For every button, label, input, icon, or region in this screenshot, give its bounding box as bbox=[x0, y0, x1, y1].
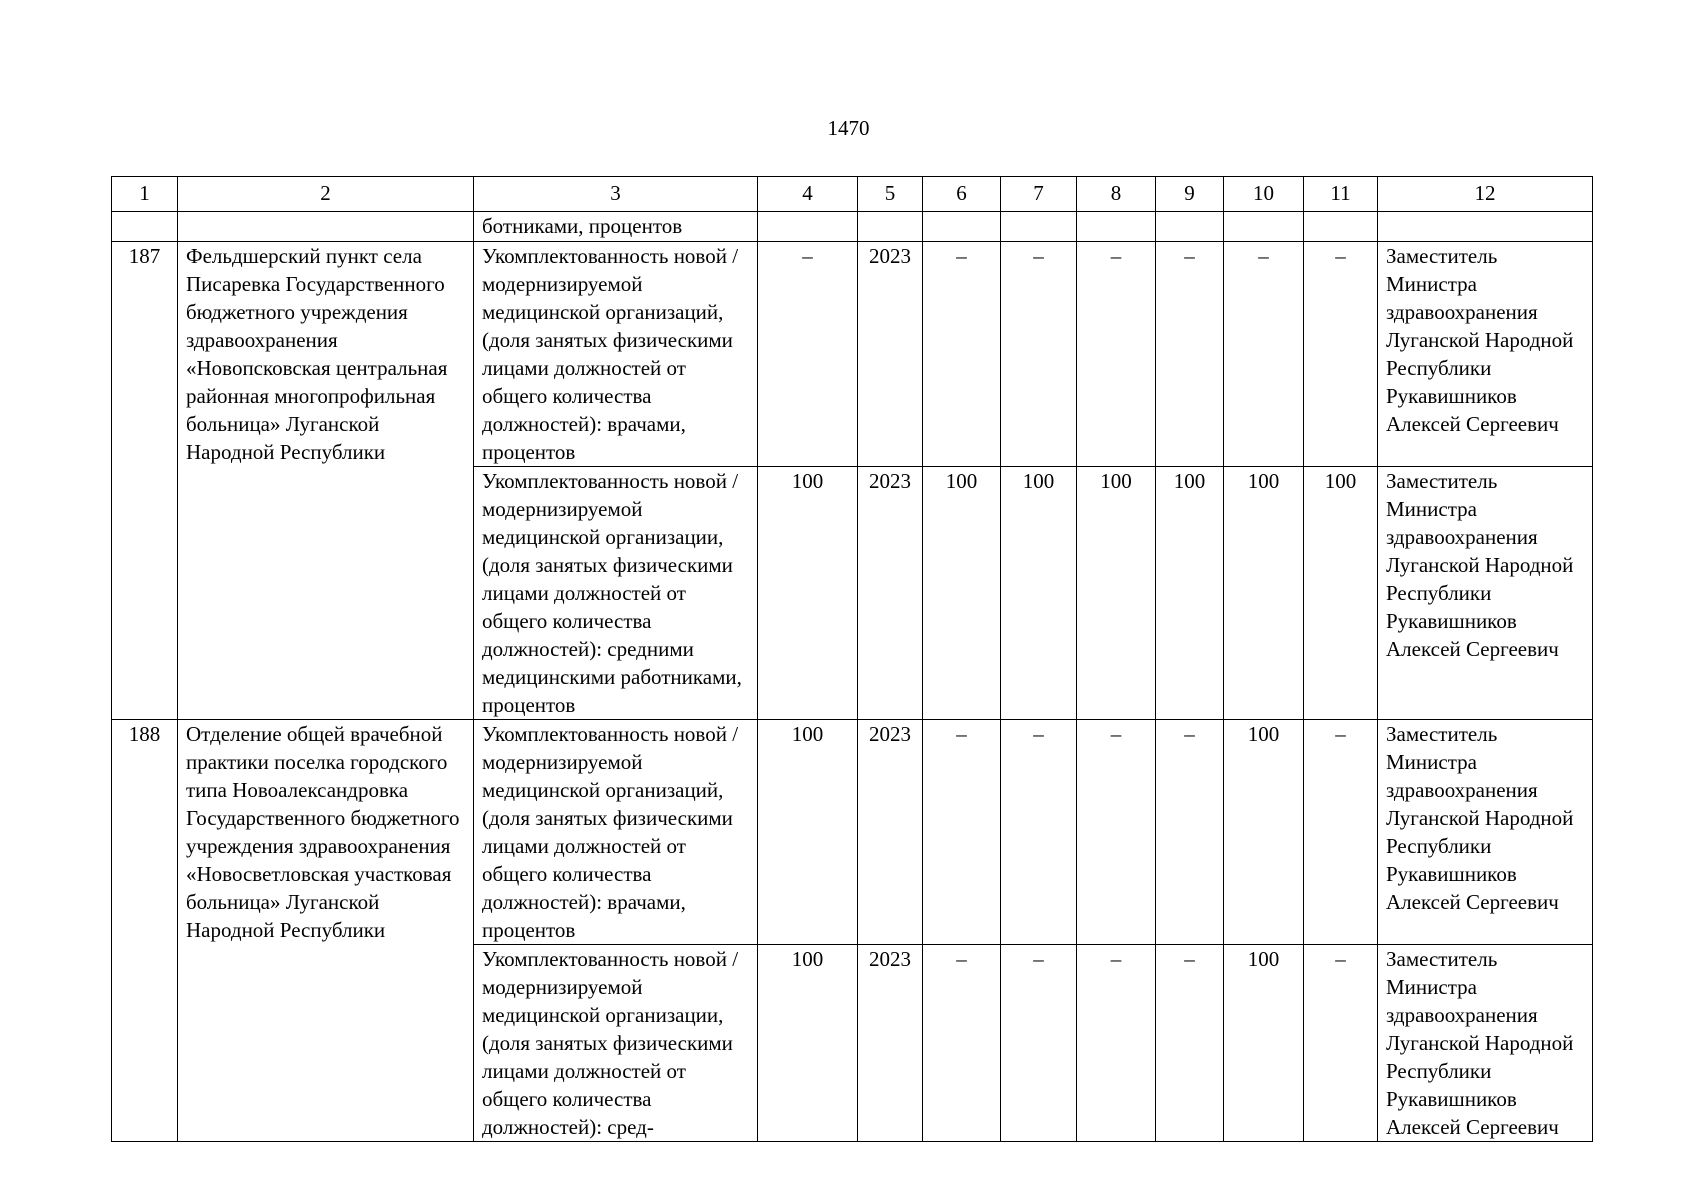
indicators-table bbox=[111, 176, 1593, 1142]
period-value: – bbox=[1077, 720, 1156, 945]
base-value: – bbox=[758, 242, 858, 467]
base-value: 100 bbox=[758, 467, 858, 720]
period-value: – bbox=[923, 945, 1001, 1142]
table-cell bbox=[1378, 212, 1593, 242]
table-cell bbox=[1224, 212, 1304, 242]
responsible-person: Заместитель Министра здравоохранения Луганской Народной Республики Рукавишников Алексей Сергеевич bbox=[1378, 242, 1593, 467]
column-header: 7 bbox=[1001, 177, 1077, 212]
period-value: – bbox=[1001, 720, 1077, 945]
table-cell bbox=[758, 212, 858, 242]
table-row bbox=[112, 242, 1593, 467]
period-value: – bbox=[1156, 242, 1224, 467]
period-value: – bbox=[923, 720, 1001, 945]
period-value: 100 bbox=[1001, 467, 1077, 720]
base-value: 100 bbox=[758, 945, 858, 1142]
base-year: 2023 bbox=[858, 945, 923, 1142]
period-value: 100 bbox=[1077, 467, 1156, 720]
indicator-text: Укомплектованность новой / модернизируемой медицинской организации, (доля занятых физическими лицами должностей от общего количества должностей): сред- bbox=[474, 945, 758, 1142]
organization-name: Фельдшерский пункт села Писаревка Государственного бюджетного учреждения здравоохранения «Новопсковская центральная районная многопрофильная больница» Луганской Народной Республики bbox=[178, 242, 474, 720]
indicator-text: Укомплектованность новой / модернизируемой медицинской организаций, (доля занятых физическими лицами должностей от общего количества должностей): врачами, процентов bbox=[474, 242, 758, 467]
responsible-person: Заместитель Министра здравоохранения Луганской Народной Республики Рукавишников Алексей Сергеевич bbox=[1378, 945, 1593, 1142]
indicator-text: Укомплектованность новой / модернизируемой медицинской организации, (доля занятых физическими лицами должностей от общего количества должностей): средними медицинскими работниками, процентов bbox=[474, 467, 758, 720]
base-year: 2023 bbox=[858, 467, 923, 720]
continuation-text: ботниками, процентов bbox=[474, 212, 758, 242]
base-year: 2023 bbox=[858, 720, 923, 945]
period-value: – bbox=[1156, 720, 1224, 945]
table-cell bbox=[1001, 212, 1077, 242]
period-value: – bbox=[1304, 242, 1378, 467]
responsible-person: Заместитель Министра здравоохранения Луганской Народной Республики Рукавишников Алексей Сергеевич bbox=[1378, 467, 1593, 720]
base-year: 2023 bbox=[858, 242, 923, 467]
period-value: 100 bbox=[1224, 945, 1304, 1142]
responsible-person: Заместитель Министра здравоохранения Луганской Народной Республики Рукавишников Алексей Сергеевич bbox=[1378, 720, 1593, 945]
page-number: 1470 bbox=[827, 116, 870, 140]
table-cell bbox=[1077, 212, 1156, 242]
table-cell bbox=[1304, 212, 1378, 242]
period-value: – bbox=[1304, 720, 1378, 945]
period-value: – bbox=[1077, 945, 1156, 1142]
column-header: 3 bbox=[474, 177, 758, 212]
organization-name: Отделение общей врачебной практики поселка городского типа Новоалександровка Государственного бюджетного учреждения здравоохранения «Новосветловская участковая больница» Луганской Народной Республики bbox=[178, 720, 474, 1142]
column-header: 2 bbox=[178, 177, 474, 212]
period-value: 100 bbox=[1224, 467, 1304, 720]
period-value: – bbox=[923, 242, 1001, 467]
column-header: 12 bbox=[1378, 177, 1593, 212]
period-value: – bbox=[1001, 945, 1077, 1142]
column-header: 9 bbox=[1156, 177, 1224, 212]
period-value: 100 bbox=[923, 467, 1001, 720]
base-value: 100 bbox=[758, 720, 858, 945]
period-value: 100 bbox=[1304, 467, 1378, 720]
period-value: – bbox=[1224, 242, 1304, 467]
column-header: 5 bbox=[858, 177, 923, 212]
column-header: 6 bbox=[923, 177, 1001, 212]
continuation-row bbox=[112, 212, 1593, 242]
indicator-text: Укомплектованность новой / модернизируемой медицинской организаций, (доля занятых физическими лицами должностей от общего количества должностей): врачами, процентов bbox=[474, 720, 758, 945]
period-value: – bbox=[1304, 945, 1378, 1142]
period-value: – bbox=[1077, 242, 1156, 467]
column-header: 10 bbox=[1224, 177, 1304, 212]
table-cell bbox=[858, 212, 923, 242]
row-number: 187 bbox=[112, 242, 178, 720]
period-value: – bbox=[1156, 945, 1224, 1142]
column-header: 11 bbox=[1304, 177, 1378, 212]
table-cell bbox=[923, 212, 1001, 242]
column-header: 8 bbox=[1077, 177, 1156, 212]
table-cell bbox=[112, 212, 178, 242]
period-value: 100 bbox=[1224, 720, 1304, 945]
column-number-header-row bbox=[112, 177, 1593, 212]
table-cell bbox=[178, 212, 474, 242]
column-header: 1 bbox=[112, 177, 178, 212]
table-cell bbox=[1156, 212, 1224, 242]
column-header: 4 bbox=[758, 177, 858, 212]
row-number: 188 bbox=[112, 720, 178, 1142]
period-value: – bbox=[1001, 242, 1077, 467]
period-value: 100 bbox=[1156, 467, 1224, 720]
table-row bbox=[112, 720, 1593, 945]
